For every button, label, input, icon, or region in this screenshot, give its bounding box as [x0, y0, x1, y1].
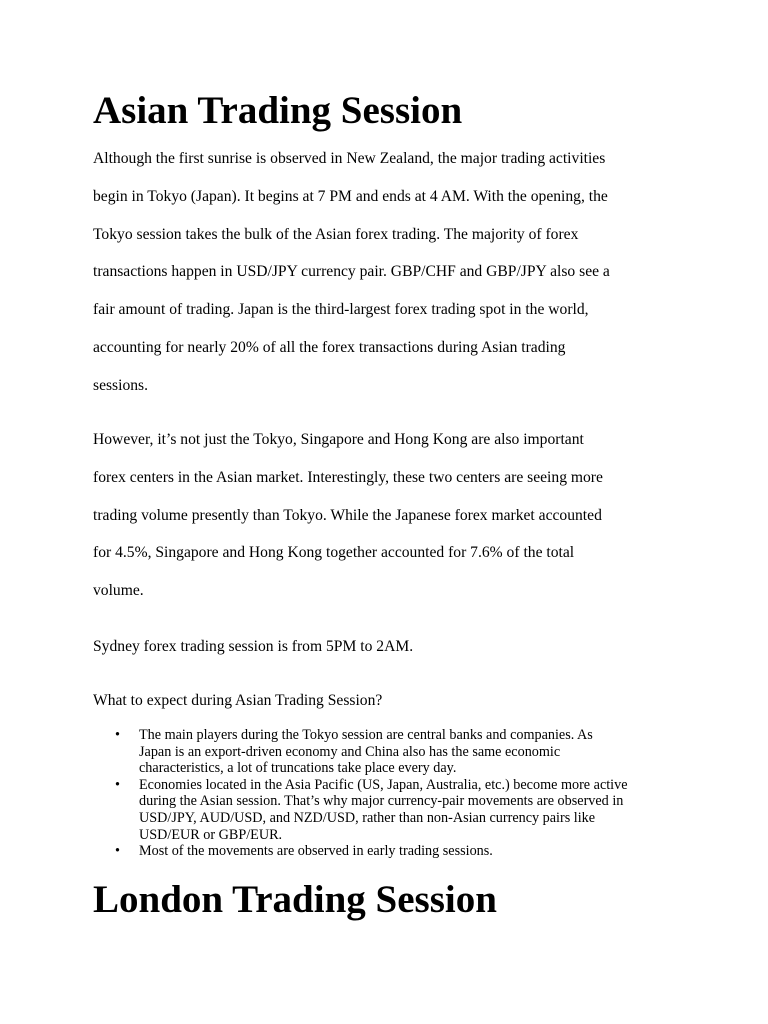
text-line: volume.: [93, 582, 144, 600]
text-line: forex centers in the Asian market. Interestingly, these two centers are seeing more: [93, 468, 603, 486]
text-line: Most of the movements are observed in early trading sessions.: [139, 843, 493, 860]
text-line: for 4.5%, Singapore and Hong Kong together accounted for 7.6% of the total: [93, 544, 575, 562]
expectations-bullet-list: [93, 727, 683, 860]
text-line: trading volume presently than Tokyo. While the Japanese forex market accounted: [93, 506, 602, 524]
text-line: Although the first sunrise is observed in New Zealand, the major trading activities: [93, 150, 606, 167]
list-item: [93, 777, 683, 843]
bullet-icon: •: [115, 843, 120, 860]
sydney-session-line: Sydney forex trading session is from 5PM to 2AM.: [93, 638, 414, 655]
text-line: USD/EUR or GBP/EUR.: [139, 826, 283, 843]
text-line: fair amount of trading. Japan is the third-largest forex trading spot in the world,: [93, 301, 589, 319]
text-line: However, it’s not just the Tokyo, Singapore and Hong Kong are also important: [93, 431, 584, 448]
expect-question-line: What to expect during Asian Trading Session?: [93, 692, 383, 709]
bullet-icon: •: [115, 776, 120, 793]
text-line: Tokyo session takes the bulk of the Asian forex trading. The majority of forex: [93, 225, 579, 243]
text-line: characteristics, a lot of truncations take place every day.: [139, 760, 457, 777]
text-line: Japan is an export-driven economy and China also has the same economic: [139, 743, 561, 760]
text-line: USD/JPY, AUD/USD, and NZD/USD, rather than non-Asian currency pairs like: [139, 809, 596, 826]
bullet-icon: •: [115, 727, 120, 743]
text-line: begin in Tokyo (Japan). It begins at 7 PM and ends at 4 AM. With the opening, the: [93, 187, 608, 205]
text-line: accounting for nearly 20% of all the forex transactions during Asian trading: [93, 338, 566, 356]
text-line: transactions happen in USD/JPY currency pair. GBP/CHF and GBP/JPY also see a: [93, 263, 610, 281]
paragraph-asian-overview: [93, 140, 683, 405]
text-line: Economies located in the Asia Pacific (US, Japan, Australia, etc.) become more active: [139, 776, 628, 793]
heading-asian-trading-session: Asian Trading Session: [93, 89, 463, 132]
heading-london-trading-session: London Trading Session: [93, 878, 497, 921]
paragraph-singapore-hongkong: [93, 421, 683, 610]
list-item: [93, 727, 683, 777]
list-item: [93, 843, 683, 860]
text-line: sessions.: [93, 376, 149, 394]
text-line: during the Asian session. That’s why major currency-pair movements are observed in: [139, 793, 624, 810]
text-line: The main players during the Tokyo session are central banks and companies. As: [139, 727, 593, 743]
